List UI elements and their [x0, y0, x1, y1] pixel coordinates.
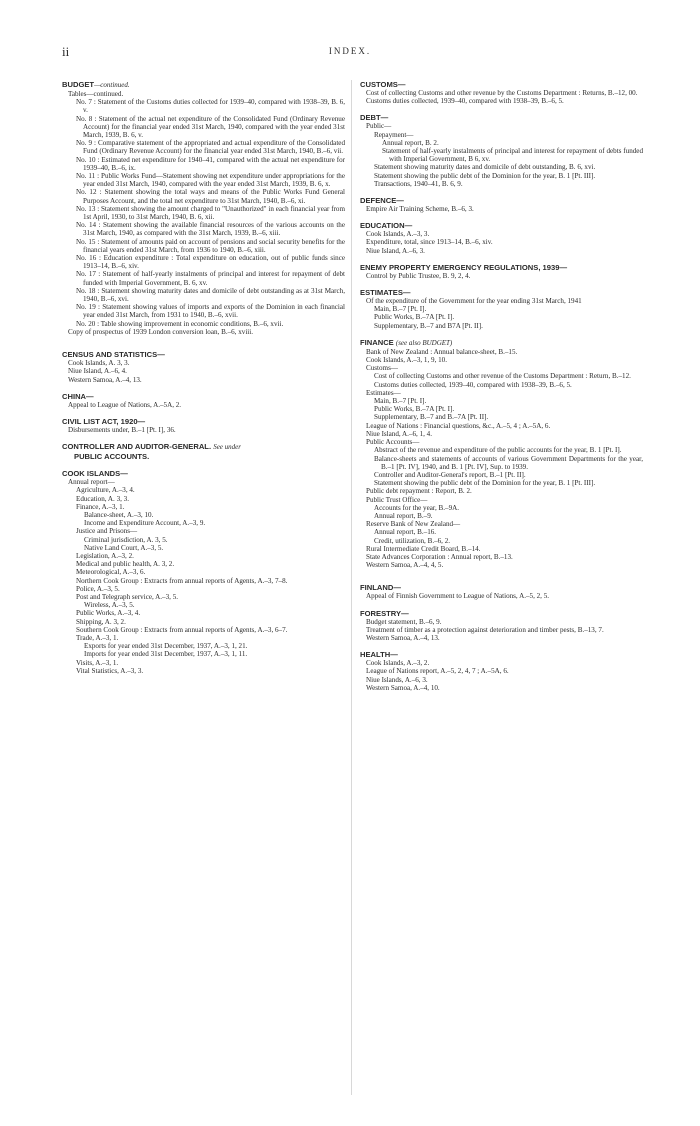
index-line: Agriculture, A.–3, 4.: [76, 486, 135, 495]
index-line: Northern Cook Group : Extracts from annual reports of Agents, A.–3, 7–8.: [76, 576, 288, 585]
index-line: Empire Air Training Scheme, B.–6, 3.: [366, 205, 474, 214]
index-line: No. 9 : Comparative statement of the appropriated and actual expenditure of the Consolidated Fund (Ordinary Revenue Account) for the financial year ended 31st March, 1940, B.–6, vii.: [76, 139, 345, 156]
index-heading: CHINA—: [62, 391, 94, 401]
index-line: Visits, A.–3, 1.: [76, 658, 119, 667]
index-entry: [62, 417, 345, 434]
index-entry: [62, 350, 345, 384]
index-heading-text: CONTROLLER AND AUDITOR-GENERAL.: [62, 442, 212, 452]
index-line: Statement of half-yearly instalments of principal and interest for repayment of debts funded with Imperial Government, B 6, xv.: [382, 147, 643, 164]
index-line: Budget statement, B.–6, 9.: [366, 617, 442, 626]
index-line: No. 18 : Statement showing maturity dates and domicile of debt outstanding as at 31st March, 1940, B.–6, xvi.: [76, 286, 345, 304]
index-line: No. 13 : Statement showing the amount charged to "Unauthorized" in each financial year from 1st April, 1930, to 31st March, 1940, B. 6, xii.: [76, 204, 345, 222]
index-line: Cook Islands, A. 3, 3.: [68, 359, 130, 368]
index-line: Public Works, B.–7A [Pt. I].: [374, 313, 455, 322]
index-line: No. 16 : Education expenditure : Total expenditure on education, out of public funds since 1913–14, B.–6, xiv.: [76, 254, 345, 271]
index-line: Annual report—: [68, 478, 115, 487]
index-entry: [360, 650, 643, 692]
index-line: Education, A. 3, 3.: [76, 494, 129, 503]
index-heading: COOK ISLANDS—: [62, 469, 128, 479]
index-heading: [360, 338, 643, 348]
index-line: Medical and public health, A. 3, 2.: [76, 560, 175, 569]
index-line: PUBLIC ACCOUNTS.: [74, 452, 150, 462]
index-heading-text: ENEMY PROPERTY EMERGENCY REGULATIONS, 1939: [360, 262, 560, 272]
index-heading-text: ESTIMATES: [360, 288, 403, 298]
index-heading-text: COOK ISLANDS: [62, 469, 121, 479]
index-heading-text: CHINA: [62, 391, 87, 401]
index-heading: DEBT—: [360, 113, 389, 123]
index-line: Wireless, A.–3, 5.: [84, 601, 135, 610]
index-heading-text: CUSTOMS: [360, 80, 398, 89]
index-line: Main, B.–7 [Pt. I].: [374, 305, 427, 314]
index-heading-note: See under: [213, 443, 241, 452]
index-line: Control by Public Trustee, B. 9, 2, 4.: [366, 271, 471, 280]
index-line: Appeal of Finnish Government to League of Nations, A.–5, 2, 5.: [366, 592, 550, 601]
index-line: No. 17 : Statement of half-yearly instalments of principal and interest for repayment of debt funded with Imperial Government, B. 6, xv.: [76, 270, 345, 287]
index-heading-text: DEBT: [360, 113, 381, 123]
index-heading-text: CIVIL LIST ACT, 1920: [62, 416, 138, 426]
index-entry: [360, 338, 643, 569]
index-line: Rural Intermediate Credit Board, B.–14.: [366, 544, 481, 553]
index-line: No. 11 : Public Works Fund—Statement showing net expenditure under appropriations for the year ended 31st March, 1940, compared with the year ended 31st March, 1939, B. 6, x.: [76, 172, 345, 189]
index-entry: [360, 583, 643, 600]
index-line: Native Land Court, A.–3, 5.: [84, 543, 164, 552]
index-entry: [360, 196, 643, 213]
index-line: No. 14 : Statement showing the available financial resources of the various accounts on the 31st March, 1940, as compared with the 31st March, 1939, B.–6, xiii.: [76, 221, 345, 238]
index-line: Trade, A.–3, 1.: [76, 633, 119, 642]
index-entry: [360, 113, 643, 188]
index-heading: [62, 442, 345, 452]
index-line: Cost of collecting Customs and other revenue of the Customs Department : Return, B.–12.: [374, 372, 631, 381]
index-column-right: [360, 80, 643, 700]
index-line: Balance-sheet, A.–3, 10.: [84, 510, 154, 519]
index-heading-text: DEFENCE: [360, 196, 397, 206]
index-heading: [62, 80, 345, 90]
index-line: Main, B.–7 [Pt. I].: [374, 397, 427, 406]
index-line: No. 8 : Statement of the actual net expenditure of the Consolidated Fund (Ordinary Revenue Account) for the financial year ended 31st March, 1940, compared with the year ended 31st March, 1939, B. 6, v.: [76, 114, 345, 140]
index-line: No. 12 : Statement showing the total ways and means of the Public Works Fund General Purposes Account, and the total net expenditure to 31st March, 1940, B.–6, xi.: [76, 188, 345, 205]
index-line: Credit, utilization, B.–6, 2.: [374, 536, 451, 545]
index-entry: [62, 442, 345, 461]
index-line: Appeal to League of Nations, A.–5A, 2.: [68, 400, 182, 409]
index-line: Customs duties collected, 1939–40, compared with 1938–39, B.–6, 5.: [374, 380, 572, 389]
index-line: Post and Telegraph service, A.–3, 5.: [76, 592, 179, 601]
index-line: Treatment of timber as a protection against deterioration and timber pests, B.–13, 7.: [366, 625, 604, 634]
index-entry: [62, 80, 345, 336]
index-line: Estimates—: [366, 388, 401, 397]
index-line: Legislation, A.–3, 2.: [76, 551, 134, 560]
index-line: State Advances Corporation : Annual report, B.–13.: [366, 552, 513, 561]
index-line: Annual report, B. 2.: [382, 138, 439, 147]
index-heading: ESTIMATES—: [360, 288, 411, 298]
index-line: Customs duties collected, 1939–40, compared with 1938–39, B.–6, 5.: [366, 97, 564, 106]
index-line: No. 20 : Table showing improvement in economic conditions, B.–6, xvii.: [76, 319, 284, 328]
index-line: Public—: [366, 122, 392, 131]
index-line: Accounts for the year, B.–9A.: [374, 503, 460, 512]
page-number: ii: [62, 44, 70, 59]
index-line: Public Works, A.–3, 4.: [76, 609, 141, 618]
index-line: Public Trust Office—: [366, 495, 428, 504]
index-line: Vital Statistics, A.–3, 3.: [76, 666, 144, 675]
index-line: Of the expenditure of the Government for the year ending 31st March, 1941: [366, 297, 582, 306]
index-line: Controller and Auditor-General's report, B.–1 [Pt. II].: [374, 470, 526, 479]
index-line: Exports for year ended 31st December, 1937, A.–3, 1, 21.: [84, 642, 248, 651]
index-line: Customs—: [366, 364, 398, 373]
index-line: Southern Cook Group : Extracts from annual reports of Agents, A.–3, 6–7.: [76, 625, 288, 634]
index-line: Finance, A.–3, 1.: [76, 502, 125, 511]
index-line: Western Samoa, A.–4, 4, 5.: [366, 561, 444, 570]
index-line: Reserve Bank of New Zealand—: [366, 520, 461, 529]
index-line: Western Samoa, A.–4, 10.: [366, 683, 440, 692]
index-heading: EDUCATION—: [360, 221, 413, 231]
index-line: Statement showing the public debt of the Dominion for the year, B. 1 [Pt. III].: [374, 479, 596, 488]
index-heading: CENSUS AND STATISTICS—: [62, 350, 165, 360]
index-line: Western Samoa, A.–4, 13.: [366, 633, 440, 642]
index-line: Cook Islands, A.–3, 2.: [366, 659, 430, 668]
index-heading-text: EDUCATION: [360, 221, 405, 231]
index-column-left: [62, 80, 345, 683]
index-line: Abstract of the revenue and expenditure of the public accounts for the year, B. 1 [Pt. I].: [374, 446, 622, 455]
index-entry: [360, 80, 643, 105]
index-heading: CIVIL LIST ACT, 1920—: [62, 416, 146, 426]
index-line: Supplementary, B.–7 and B7A [Pt. II].: [374, 321, 483, 330]
index-line: Transactions, 1940–41, B. 6, 9.: [374, 179, 463, 188]
index-entry: [360, 609, 643, 643]
index-heading-note: —continued.: [94, 81, 130, 89]
index-line: No. 19 : Statement showing values of imports and exports of the Dominion in each financial year ended 31st March, from 1931 to 1940, B.–6, xvii.: [76, 303, 345, 320]
index-line: Statement showing maturity dates and domicile of debt outstanding, B. 6, xvi.: [374, 163, 596, 172]
index-entry: [360, 263, 643, 280]
index-line: Public Accounts—: [366, 438, 420, 447]
index-line: Supplementary, B.–7 and B.–7A [Pt. II].: [374, 413, 489, 422]
index-heading: HEALTH—: [360, 650, 398, 660]
page-header-title: INDEX.: [328, 46, 372, 56]
index-line: Copy of prospectus of 1939 London conversion loan, B.–6, xviii.: [68, 327, 254, 336]
index-heading: FORESTRY—: [360, 608, 409, 618]
index-line: Imports for year ended 31st December, 1937, A.–3, 1, 11.: [84, 650, 248, 659]
index-line: League of Nations report, A.–5, 2, 4, 7 ; A.–5A, 6.: [366, 667, 509, 676]
index-heading: FINLAND—: [360, 583, 401, 593]
index-heading-text: CENSUS AND STATISTICS: [62, 350, 158, 360]
index-line: Annual report, B.–9.: [374, 511, 433, 520]
index-entry: [62, 392, 345, 409]
index-line: Cook Islands, A.–3, 3.: [366, 230, 430, 239]
index-heading: ENEMY PROPERTY EMERGENCY REGULATIONS, 1939—: [360, 262, 568, 272]
column-divider: [351, 80, 352, 1095]
index-heading-text: FINANCE: [360, 337, 394, 347]
index-line: Niue Islands, A.–6, 3.: [366, 675, 428, 684]
index-heading: CUSTOMS—: [360, 80, 406, 89]
index-line: Tables—continued.: [68, 90, 124, 98]
index-entry: [360, 288, 643, 330]
index-line: Public Works, B.–7A [Pt. I].: [374, 405, 455, 414]
index-heading-note: (see also BUDGET): [395, 338, 453, 347]
index-heading-text: HEALTH: [360, 650, 391, 660]
index-line: Niue Island, A.–6, 1, 4.: [366, 429, 433, 438]
index-line: No. 7 : Statement of the Customs duties collected for 1939–40, compared with 1938–39, B. 6, v.: [76, 98, 345, 115]
index-line: Police, A.–3, 5.: [76, 584, 120, 593]
index-entry: [360, 221, 643, 255]
index-line: Bank of New Zealand : Annual balance-sheet, B.–15.: [366, 347, 518, 356]
index-line: League of Nations : Financial questions, &c., A.–5, 4 ; A.–5A, 6.: [366, 421, 551, 430]
index-line: Justice and Prisons—: [76, 527, 138, 536]
index-line: Meteorological, A.–3, 6.: [76, 568, 146, 577]
index-heading-text: BUDGET: [62, 80, 95, 89]
index-line: Criminal jurisdiction, A. 3, 5.: [84, 535, 168, 544]
index-line: Income and Expenditure Account, A.–3, 9.: [84, 519, 206, 528]
index-line: Western Samoa, A.–4, 13.: [68, 375, 142, 384]
index-line: Disbursements under, B.–1 [Pt. I], 36.: [68, 425, 176, 434]
index-line: Cost of collecting Customs and other revenue by the Customs Department : Returns, B.–12, 00.: [366, 89, 638, 97]
index-line: Niue Island, A.–6, 4.: [68, 367, 127, 376]
index-line: No. 10 : Estimated net expenditure for 1940–41, compared with the actual net expenditure for 1939–40, B.–6, ix.: [76, 155, 345, 172]
index-line: Shipping, A. 3, 2.: [76, 617, 126, 626]
index-line: Niue Island, A.–6, 3.: [366, 246, 425, 255]
index-line: Balance-sheets and statements of accounts of various Government Departments for the year, B.–1 [Pt. IV], 1940, and B. 1 [Pt. IV], Sup. to 1939.: [374, 454, 643, 471]
index-line: Expenditure, total, since 1913–14, B.–6, xiv.: [366, 238, 493, 247]
index-heading: DEFENCE—: [360, 196, 404, 206]
index-entry: [62, 469, 345, 675]
index-heading-text: FORESTRY: [360, 608, 402, 618]
index-line: Repayment—: [374, 130, 414, 139]
index-heading-text: FINLAND: [360, 583, 394, 593]
index-line: No. 15 : Statement of amounts paid on account of pensions and social security benefits for the financial years ended 31st March, from 1936 to 1940, B.–6, xiii.: [76, 237, 345, 254]
index-line: Statement showing the public debt of the Dominion for the year, B. 1 [Pt. III].: [374, 171, 596, 180]
index-line: Cook Islands, A.–3, 1, 9, 10.: [366, 356, 447, 365]
index-line: Public debt repayment : Report, B. 2.: [366, 487, 472, 496]
index-line: Annual report, B.–16.: [374, 528, 437, 537]
